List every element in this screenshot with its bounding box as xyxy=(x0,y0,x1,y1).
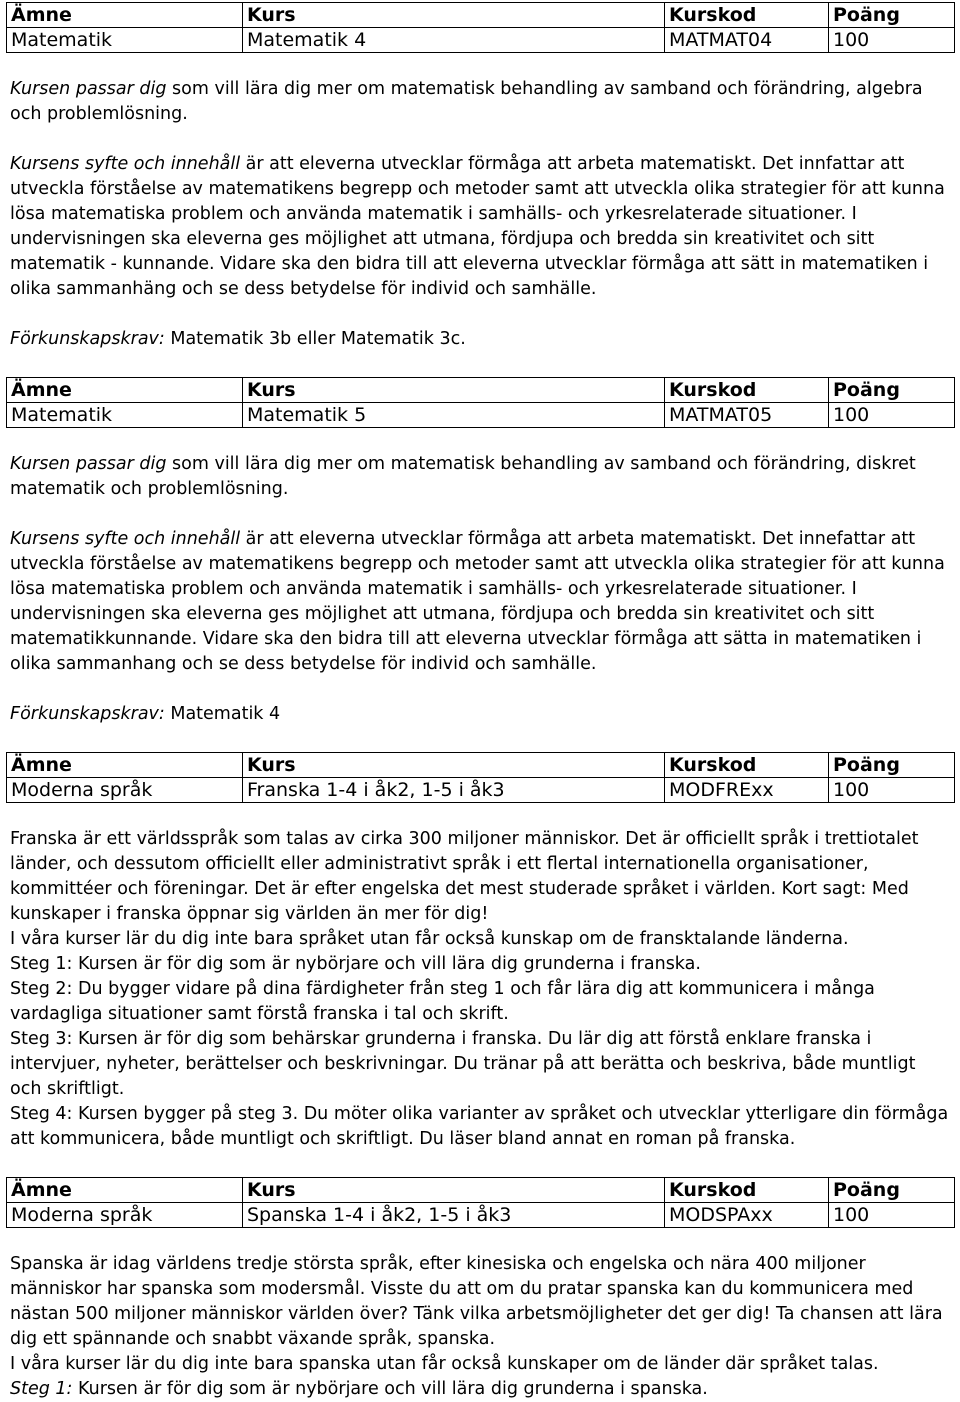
table-header-row xyxy=(7,3,955,28)
table-header-row xyxy=(7,1178,955,1203)
course-table-matematik-5 xyxy=(6,377,955,428)
header-code: Kurskod xyxy=(665,3,829,28)
header-points: Poäng xyxy=(829,1178,955,1203)
spanska-paragraph: I våra kurser lär du dig inte bara spanska utan får också kunskaper om de länder där språket talas. xyxy=(10,1354,879,1374)
intro-lead: Kursen passar dig xyxy=(10,79,167,99)
course-table-spanska xyxy=(6,1177,955,1228)
cell-course: Matematik 4 xyxy=(243,28,665,53)
franska-paragraph: I våra kurser lär du dig inte bara språket utan får också kunskap om de fransktalande länderna. xyxy=(10,929,849,949)
header-points: Poäng xyxy=(829,3,955,28)
cell-course: Spanska 1-4 i åk2, 1-5 i åk3 xyxy=(243,1203,665,1228)
franska-step: Steg 2: Du bygger vidare på dina färdigheter från steg 1 och får lära dig att kommunicera i många vardagliga situationer samt förstå franska i tal och skrift. xyxy=(10,979,875,1024)
prereq-lead: Förkunskapskrav: xyxy=(10,329,165,349)
header-subject: Ämne xyxy=(7,1178,243,1203)
course-table-matematik-4 xyxy=(6,2,955,53)
spanska-step xyxy=(10,1377,950,1402)
step-lead: Steg 1: xyxy=(10,1379,73,1399)
cell-course: Matematik 5 xyxy=(243,403,665,428)
cell-code: MATMAT05 xyxy=(665,403,829,428)
cell-subject: Moderna språk xyxy=(7,1203,243,1228)
table-row xyxy=(7,778,955,803)
table-row xyxy=(7,403,955,428)
prereq-text: Matematik 4 xyxy=(164,704,281,724)
prereq-text: Matematik 3b eller Matematik 3c. xyxy=(164,329,466,349)
cell-points: 100 xyxy=(829,1203,955,1228)
cell-subject: Moderna språk xyxy=(7,778,243,803)
cell-code: MATMAT04 xyxy=(665,28,829,53)
course-prerequisites xyxy=(10,702,950,727)
cell-code: MODFRExx xyxy=(665,778,829,803)
prereq-lead: Förkunskapskrav: xyxy=(10,704,165,724)
course-purpose xyxy=(10,152,950,302)
cell-points: 100 xyxy=(829,403,955,428)
intro-lead: Kursen passar dig xyxy=(10,454,167,474)
header-points: Poäng xyxy=(829,753,955,778)
table-row xyxy=(7,1203,955,1228)
header-code: Kurskod xyxy=(665,753,829,778)
header-points: Poäng xyxy=(829,378,955,403)
header-code: Kurskod xyxy=(665,1178,829,1203)
intro-text: som vill lära dig mer om matematisk behandling av samband och förändring, diskret matematik och problemlösning. xyxy=(10,454,916,499)
course-intro xyxy=(10,452,950,502)
cell-subject: Matematik xyxy=(7,403,243,428)
cell-points: 100 xyxy=(829,778,955,803)
course-table-franska xyxy=(6,752,955,803)
franska-step: Steg 4: Kursen bygger på steg 3. Du möter olika varianter av språket och utvecklar ytterligare din förmåga att kommunicera, både muntligt och skriftligt. Du läser bland annat en roman på franska. xyxy=(10,1104,949,1149)
table-row xyxy=(7,28,955,53)
intro-text: som vill lära dig mer om matematisk behandling av samband och förändring, algebra och problemlösning. xyxy=(10,79,923,124)
course-intro xyxy=(10,77,950,127)
table-header-row xyxy=(7,753,955,778)
header-course: Kurs xyxy=(243,753,665,778)
header-subject: Ämne xyxy=(7,753,243,778)
course-prerequisites xyxy=(10,327,950,352)
spanska-paragraph: Spanska är idag världens tredje största språk, efter kinesiska och engelska och nära 400 miljoner människor har spanska som modersmål. Visste du att om du pratar spanska kan du kommunicera med nästan 500 miljoner människor världen över? Tänk vilka arbetsmöjligheter det ger dig! Ta chansen att lära dig ett spännande och snabbt växande språk, spanska. xyxy=(10,1254,943,1349)
cell-points: 100 xyxy=(829,28,955,53)
header-subject: Ämne xyxy=(7,378,243,403)
header-course: Kurs xyxy=(243,3,665,28)
header-course: Kurs xyxy=(243,378,665,403)
header-code: Kurskod xyxy=(665,378,829,403)
franska-step: Steg 1: Kursen är för dig som är nybörjare och vill lära dig grunderna i franska. xyxy=(10,954,701,974)
purpose-lead: Kursens syfte och innehåll xyxy=(10,154,241,174)
purpose-text: är att eleverna utvecklar förmåga att arbeta matematiskt. Det innefattar att utveckla förståelse av matematikens begrepp och metoder samt att utveckla olika strategier för att kunna lösa matematiska problem och använda matematik i samhälls- och yrkesrelaterade situationer. I undervisningen ska eleverna ges möjlighet att utmana, fördjupa och bredda sin kreativitet och sitt matematikkunnande. Vidare ska den bidra till att eleverna utvecklar förmåga att sätta in matematiken i olika sammanhang och se dess betydelse för individ och samhälle. xyxy=(10,529,945,674)
purpose-text: är att eleverna utvecklar förmåga att arbeta matematiskt. Det innfattar att utveckla förståelse av matematikens begrepp och metoder samt att utveckla olika strategier för att kunna lösa matematiska problem och använda matematik i samhälls- och yrkesrelaterade situationer. I undervisningen ska eleverna ges möjlighet att utmana, fördjupa och bredda sin kreativitet och sitt matematik - kunnande. Vidare ska den bidra till att eleverna utvecklar förmåga att sätt in matematiken i olika sammanhäng och se dess betydelse för individ och samhälle. xyxy=(10,154,945,299)
table-header-row xyxy=(7,378,955,403)
cell-course: Franska 1-4 i åk2, 1-5 i åk3 xyxy=(243,778,665,803)
purpose-lead: Kursens syfte och innehåll xyxy=(10,529,241,549)
step-text: Kursen är för dig som är nybörjare och vill lära dig grunderna i spanska. xyxy=(72,1379,708,1399)
course-purpose xyxy=(10,527,950,677)
franska-step: Steg 3: Kursen är för dig som behärskar grunderna i franska. Du lär dig att förstå enklare franska i intervjuer, nyheter, berättelser och beskrivningar. Du tränar på att berätta och beskriva, både muntligt och skriftligt. xyxy=(10,1029,916,1099)
cell-subject: Matematik xyxy=(7,28,243,53)
header-subject: Ämne xyxy=(7,3,243,28)
cell-code: MODSPAxx xyxy=(665,1203,829,1228)
header-course: Kurs xyxy=(243,1178,665,1203)
franska-paragraph: Franska är ett världsspråk som talas av cirka 300 miljoner människor. Det är officiellt språk i trettiotalet länder, och dessutom officiellt eller administrativt språk i ett flertal internationella organisationer, kommittéer och föreningar. Det är efter engelska det mest studerade språket i världen. Kort sagt: Med kunskaper i franska öppnar sig världen än mer för dig! xyxy=(10,829,919,924)
